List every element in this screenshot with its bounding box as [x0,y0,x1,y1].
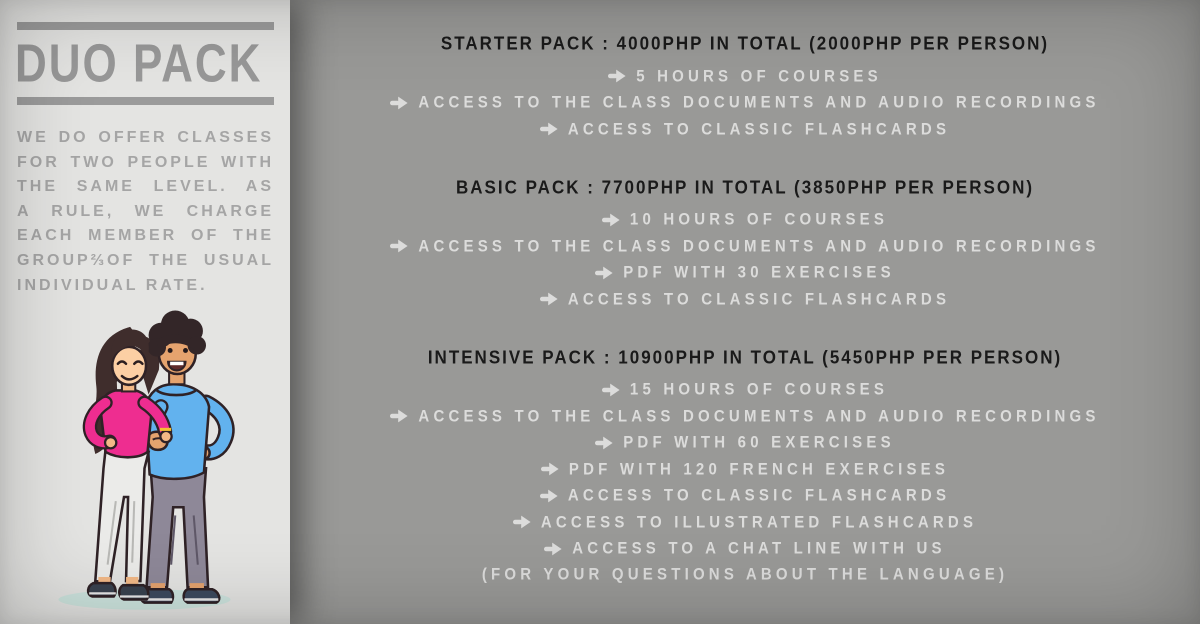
pack-item-label: ACCESS TO THE CLASS DOCUMENTS AND AUDIO RECORDINGS [418,407,1100,426]
arrow-icon [595,436,613,450]
pack-title: INTENSIVE PACK : 10900PHP IN TOTAL (5450PHP PER PERSON) [427,346,1063,368]
arrow-icon [541,462,559,476]
pack-item-label: ACCESS TO A CHAT LINE WITH US [572,539,946,558]
arrow-icon [390,239,408,253]
pack-item [290,207,1200,234]
sidebar [0,0,290,624]
description-line: GROUP⅔OF THE USUAL [17,251,274,269]
arrow-icon [595,266,613,280]
pack-item [290,233,1200,260]
pack-item [290,90,1200,117]
arrow-icon [390,96,408,110]
pack-item [290,377,1200,404]
pack-item-label: ACCESS TO ILLUSTRATED FLASHCARDS [540,513,978,532]
arrow-icon [602,213,620,227]
pack-item [290,509,1200,536]
pack-item-label: PDF WITH 60 EXERCISES [623,433,895,452]
pack-item [290,536,1200,563]
couple-illustration [42,296,247,614]
description-line: WE DO OFFER CLASSES [17,129,274,146]
pack-item-label: PDF WITH 30 EXERCISES [623,263,895,282]
pack-item-label: ACCESS TO THE CLASS DOCUMENTS AND AUDIO RECORDINGS [418,237,1100,256]
arrow-icon [608,69,626,83]
pack-section [290,176,1200,313]
pack-item-label: PDF WITH 120 FRENCH EXERCISES [568,460,950,479]
pack-item-label: 10 HOURS OF COURSES [629,210,889,229]
pack-item [290,63,1200,90]
packs [290,0,1200,624]
description-line: A RULE, WE CHARGE [17,202,274,220]
title-rule-top [17,22,274,30]
description-line: EACH MEMBER OF THE [17,227,274,245]
arrow-icon [544,542,562,556]
arrow-icon [602,383,620,397]
description-line: THE SAME LEVEL. AS [17,178,274,196]
arrow-icon [390,409,408,423]
pack-item-label: 15 HOURS OF COURSES [629,380,889,399]
pack-item [290,116,1200,143]
sidebar-description [17,126,274,298]
pack-item [290,456,1200,483]
arrow-icon [540,122,558,136]
pack-item-label: ACCESS TO THE CLASS DOCUMENTS AND AUDIO RECORDINGS [418,93,1100,112]
description-line: INDIVIDUAL RATE. [17,276,208,294]
pack-item [290,286,1200,313]
pack-item-label: ACCESS TO CLASSIC FLASHCARDS [567,120,951,139]
arrow-icon [540,292,558,306]
pack-item [290,483,1200,510]
pack-item-label: 5 HOURS OF COURSES [636,67,882,86]
pack-item [290,430,1200,457]
pack-item [290,403,1200,430]
pack-item-label: ACCESS TO CLASSIC FLASHCARDS [567,486,951,505]
pack-item-label: ACCESS TO CLASSIC FLASHCARDS [567,290,951,309]
description-line: FOR TWO PEOPLE WITH [17,153,274,171]
pack-section [290,346,1200,589]
pack-title: STARTER PACK : 4000PHP IN TOTAL (2000PHP PER PERSON) [440,33,1050,54]
title-rule-bottom [17,97,274,105]
pack-note: (FOR YOUR QUESTIONS ABOUT THE LANGUAGE) [481,565,1009,584]
page-title: DUO PACK [15,34,263,94]
arrow-icon [540,489,558,503]
pack-item [290,260,1200,287]
pack-title: BASIC PACK : 7700PHP IN TOTAL (3850PHP PER PERSON) [455,176,1035,198]
arrow-icon [513,515,531,529]
pack-section [290,32,1200,143]
